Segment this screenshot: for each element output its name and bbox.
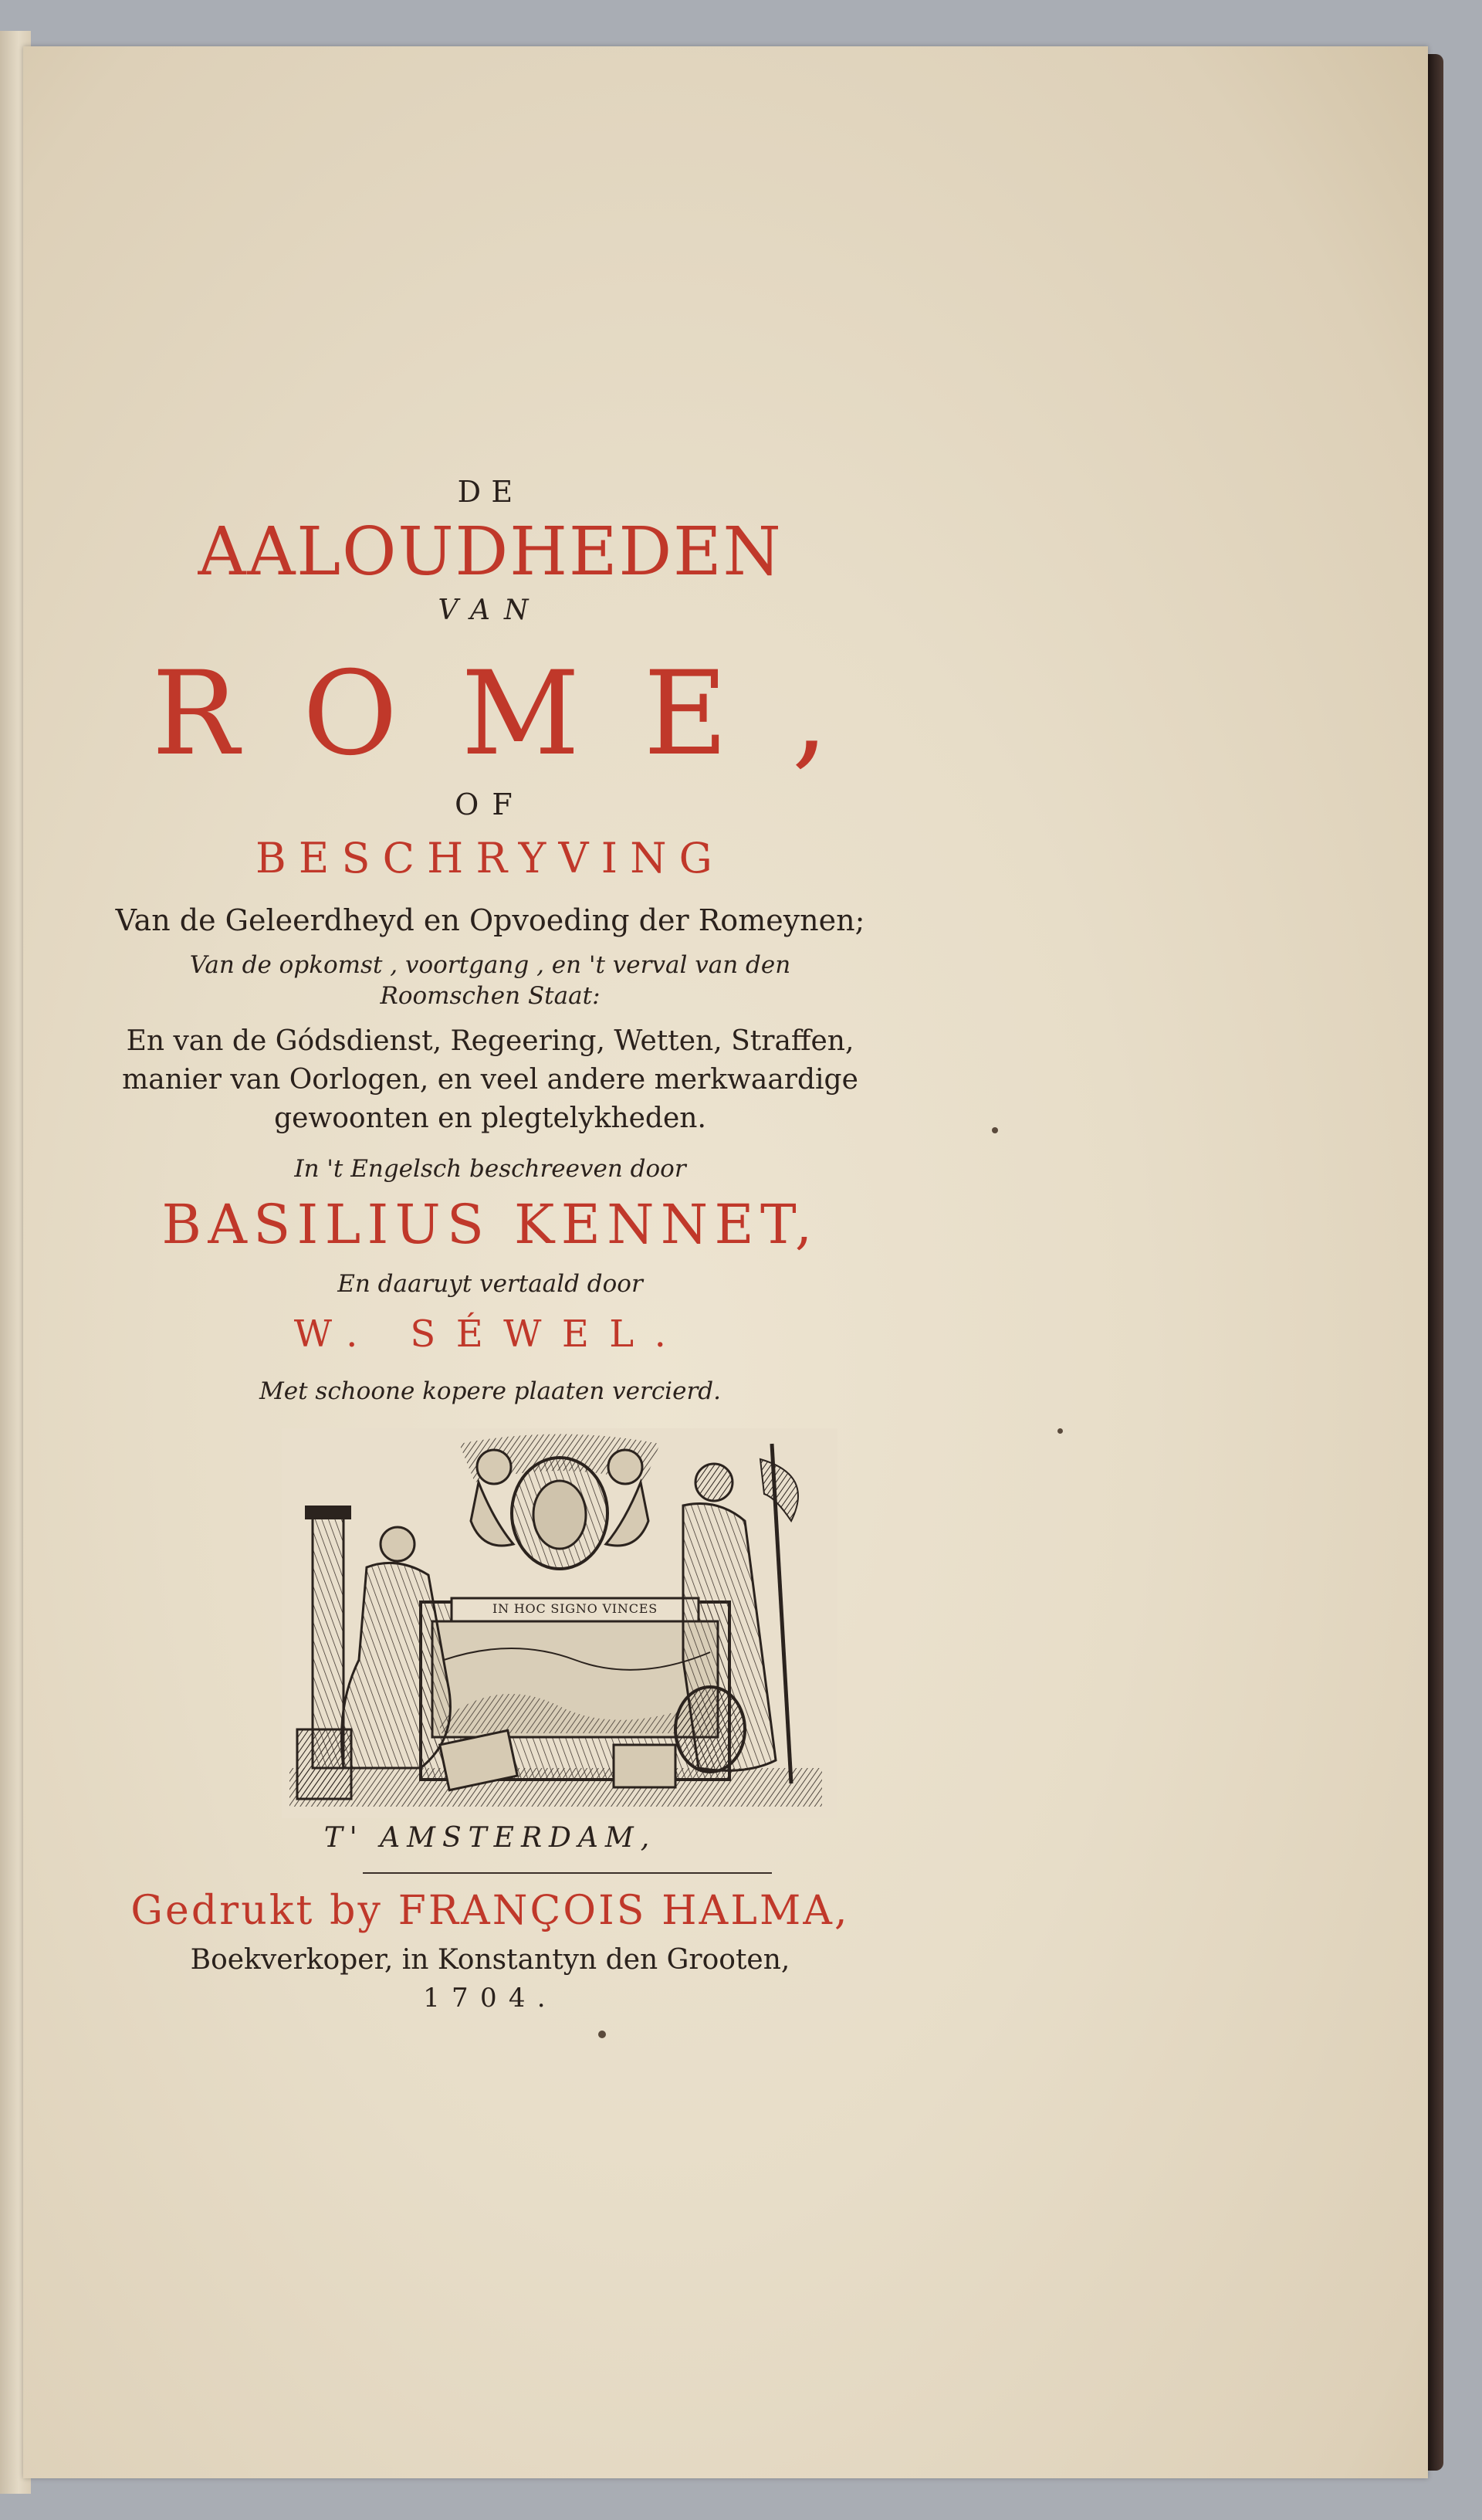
plates-line: Met schoone kopere plaaten vercierd. xyxy=(259,1377,721,1405)
subtitle-line-2b: Roomschen Staat: xyxy=(380,982,601,1010)
engraving-vignette xyxy=(282,1428,837,1818)
translator-name: W. SÉWEL. xyxy=(293,1312,687,1356)
paper-speck xyxy=(1057,1428,1063,1434)
subtitle-line-3b: manier van Oorlogen, en veel andere merkwaardige xyxy=(122,1064,858,1096)
subtitle-line-2a: Van de opkomst , voortgang , en 't verval van den xyxy=(189,951,791,979)
translated-line: En daaruyt vertaald door xyxy=(337,1270,643,1298)
paper-speck xyxy=(598,2031,606,2038)
engraving-banner-text: IN HOC SIGNO VINCES xyxy=(492,1601,658,1616)
title-de: DE xyxy=(457,475,523,509)
title-aaloudheden: AALOUDHEDEN xyxy=(198,513,783,591)
address-line: Boekverkoper, in Konstantyn den Grooten, xyxy=(190,1944,790,1976)
title-page xyxy=(23,46,1428,2478)
subtitle-line-1: Van de Geleerdheyd en Opvoeding der Romeynen; xyxy=(115,903,865,937)
subtitle-line-3c: gewoonten en plegtelykheden. xyxy=(274,1102,706,1134)
engelsch-line: In 't Engelsch beschreeven door xyxy=(294,1155,686,1183)
title-beschryving: BESCHRYVING xyxy=(255,834,726,882)
paper-speck xyxy=(992,1127,998,1133)
title-of: OF xyxy=(455,788,526,821)
title-rome: ROME, xyxy=(151,647,892,781)
city-line: T' AMSTERDAM, xyxy=(323,1822,657,1854)
title-van: VAN xyxy=(438,594,543,626)
subtitle-line-3a: En van de Gódsdienst, Regeering, Wetten, Straffen, xyxy=(126,1025,854,1057)
author-name: BASILIUS KENNET, xyxy=(161,1193,819,1256)
divider-rule xyxy=(363,1872,772,1874)
printer-line: Gedrukt by FRANÇOIS HALMA, xyxy=(130,1888,850,1934)
year-line: 1704. xyxy=(423,1983,557,2014)
